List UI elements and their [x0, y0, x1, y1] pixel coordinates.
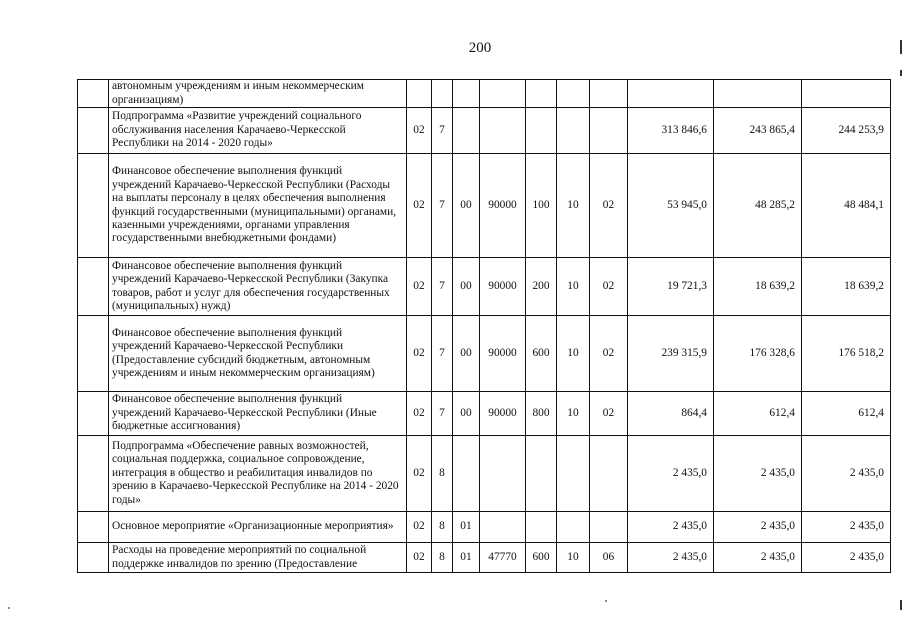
row-amount-v3: 176 518,2	[802, 316, 891, 392]
row-code-c7	[590, 108, 628, 154]
row-code-c2: 8	[432, 436, 453, 512]
row-code-c6: 10	[557, 154, 590, 258]
page-number: 200	[468, 40, 492, 56]
row-amount-v3	[802, 80, 891, 108]
row-code-c5: 200	[526, 258, 557, 316]
table-row	[78, 512, 891, 543]
row-code-c6: 10	[557, 258, 590, 316]
row-margin-cell	[78, 154, 109, 258]
table-row	[78, 543, 891, 573]
row-margin-cell	[78, 392, 109, 436]
row-code-c1: 02	[407, 436, 432, 512]
row-amount-v3: 2 435,0	[802, 543, 891, 573]
row-code-c6	[557, 108, 590, 154]
row-code-c2: 7	[432, 258, 453, 316]
row-margin-cell	[78, 512, 109, 543]
row-code-c2: 7	[432, 316, 453, 392]
scan-speck	[605, 600, 607, 602]
row-code-c6: 10	[557, 543, 590, 573]
row-code-c7: 06	[590, 543, 628, 573]
row-amount-v2: 612,4	[714, 392, 802, 436]
row-amount-v3: 18 639,2	[802, 258, 891, 316]
table-row	[78, 392, 891, 436]
row-code-c7: 02	[590, 258, 628, 316]
row-code-c5	[526, 108, 557, 154]
row-code-c3: 00	[453, 316, 480, 392]
row-code-c1: 02	[407, 543, 432, 573]
row-code-c6	[557, 80, 590, 108]
row-code-c5	[526, 512, 557, 543]
row-code-c4: 90000	[480, 154, 526, 258]
row-code-c1: 02	[407, 392, 432, 436]
row-amount-v1: 2 435,0	[628, 512, 714, 543]
row-code-c4	[480, 436, 526, 512]
row-code-c5: 800	[526, 392, 557, 436]
row-amount-v3: 2 435,0	[802, 436, 891, 512]
row-amount-v3: 2 435,0	[802, 512, 891, 543]
row-code-c1: 02	[407, 316, 432, 392]
row-amount-v2: 243 865,4	[714, 108, 802, 154]
row-code-c2: 8	[432, 543, 453, 573]
scan-edge-marks	[898, 0, 904, 632]
row-name: Подпрограмма «Обеспечение равных возможностей, социальная поддержка, социальное сопровождение, интеграция в общество и реабилитация инвалидов по зрению в Карачаево-Черкесской Республике на 2014 - 2020 годы»	[109, 436, 407, 512]
row-code-c7: 02	[590, 154, 628, 258]
row-margin-cell	[78, 258, 109, 316]
row-amount-v2: 176 328,6	[714, 316, 802, 392]
table-row	[78, 258, 891, 316]
row-code-c5	[526, 80, 557, 108]
row-name: Финансовое обеспечение выполнения функций учреждений Карачаево-Черкесской Республики (Иные бюджетные ассигнования)	[109, 392, 407, 436]
row-amount-v2: 2 435,0	[714, 543, 802, 573]
row-amount-v1: 2 435,0	[628, 436, 714, 512]
row-code-c4	[480, 80, 526, 108]
row-code-c3	[453, 436, 480, 512]
row-amount-v2: 2 435,0	[714, 436, 802, 512]
row-code-c4	[480, 512, 526, 543]
row-amount-v2: 2 435,0	[714, 512, 802, 543]
row-code-c5: 100	[526, 154, 557, 258]
row-amount-v1: 2 435,0	[628, 543, 714, 573]
table-row	[78, 436, 891, 512]
table-row	[78, 154, 891, 258]
row-margin-cell	[78, 108, 109, 154]
row-margin-cell	[78, 80, 109, 108]
row-name: Расходы на проведение мероприятий по социальной поддержке инвалидов по зрению (Предоставление	[109, 543, 407, 573]
row-code-c4: 90000	[480, 316, 526, 392]
row-amount-v1: 864,4	[628, 392, 714, 436]
row-code-c2: 7	[432, 108, 453, 154]
row-code-c4	[480, 108, 526, 154]
row-margin-cell	[78, 436, 109, 512]
row-code-c2: 7	[432, 392, 453, 436]
row-margin-cell	[78, 543, 109, 573]
row-code-c6	[557, 512, 590, 543]
row-name: Подпрограмма «Развитие учреждений социального обслуживания населения Карачаево-Черкесской Республики на 2014 - 2020 годы»	[109, 108, 407, 154]
row-code-c2: 8	[432, 512, 453, 543]
row-name: Основное мероприятие «Организационные мероприятия»	[109, 512, 407, 543]
row-amount-v1	[628, 80, 714, 108]
row-margin-cell	[78, 316, 109, 392]
row-code-c1: 02	[407, 258, 432, 316]
row-name: Финансовое обеспечение выполнения функций учреждений Карачаево-Черкесской Республики (Закупка товаров, работ и услуг для обеспечения государственных (муниципальных) нужд)	[109, 258, 407, 316]
row-code-c4: 47770	[480, 543, 526, 573]
row-code-c1: 02	[407, 108, 432, 154]
row-code-c2: 7	[432, 154, 453, 258]
row-amount-v2: 48 285,2	[714, 154, 802, 258]
row-amount-v2	[714, 80, 802, 108]
row-code-c3: 01	[453, 512, 480, 543]
row-code-c5: 600	[526, 543, 557, 573]
row-code-c1	[407, 80, 432, 108]
row-name: Финансовое обеспечение выполнения функций учреждений Карачаево-Черкесской Республики (Расходы на выплаты персоналу в целях обеспечения выполнения функций государственными (муниципальными) органами, казенными учреждениями, органами управления государственными внебюджетными фондами)	[109, 154, 407, 258]
row-code-c1: 02	[407, 512, 432, 543]
row-amount-v1: 239 315,9	[628, 316, 714, 392]
row-code-c3: 00	[453, 154, 480, 258]
row-code-c3	[453, 80, 480, 108]
row-code-c3	[453, 108, 480, 154]
row-amount-v1: 313 846,6	[628, 108, 714, 154]
row-code-c4: 90000	[480, 258, 526, 316]
row-code-c3: 00	[453, 392, 480, 436]
row-code-c4: 90000	[480, 392, 526, 436]
table-row	[78, 108, 891, 154]
row-code-c2	[432, 80, 453, 108]
row-amount-v3: 612,4	[802, 392, 891, 436]
table-row	[78, 80, 891, 108]
row-code-c3: 00	[453, 258, 480, 316]
row-code-c7: 02	[590, 392, 628, 436]
table-row	[78, 316, 891, 392]
row-amount-v3: 244 253,9	[802, 108, 891, 154]
row-code-c5	[526, 436, 557, 512]
row-name: Финансовое обеспечение выполнения функций учреждений Карачаево-Черкесской Республики (Предоставление субсидий бюджетным, автономным учреждениям и иным некоммерческим организациям)	[109, 316, 407, 392]
budget-table	[77, 79, 891, 573]
row-code-c7	[590, 80, 628, 108]
row-code-c6: 10	[557, 392, 590, 436]
row-code-c5: 600	[526, 316, 557, 392]
row-code-c7: 02	[590, 316, 628, 392]
row-code-c7	[590, 512, 628, 543]
row-code-c7	[590, 436, 628, 512]
row-amount-v2: 18 639,2	[714, 258, 802, 316]
row-amount-v1: 19 721,3	[628, 258, 714, 316]
row-amount-v3: 48 484,1	[802, 154, 891, 258]
row-code-c3: 01	[453, 543, 480, 573]
row-code-c6	[557, 436, 590, 512]
row-code-c1: 02	[407, 154, 432, 258]
row-code-c6: 10	[557, 316, 590, 392]
scan-speck	[8, 607, 10, 609]
row-amount-v1: 53 945,0	[628, 154, 714, 258]
row-name: автономным учреждениям и иным некоммерческим организациям)	[109, 80, 407, 108]
